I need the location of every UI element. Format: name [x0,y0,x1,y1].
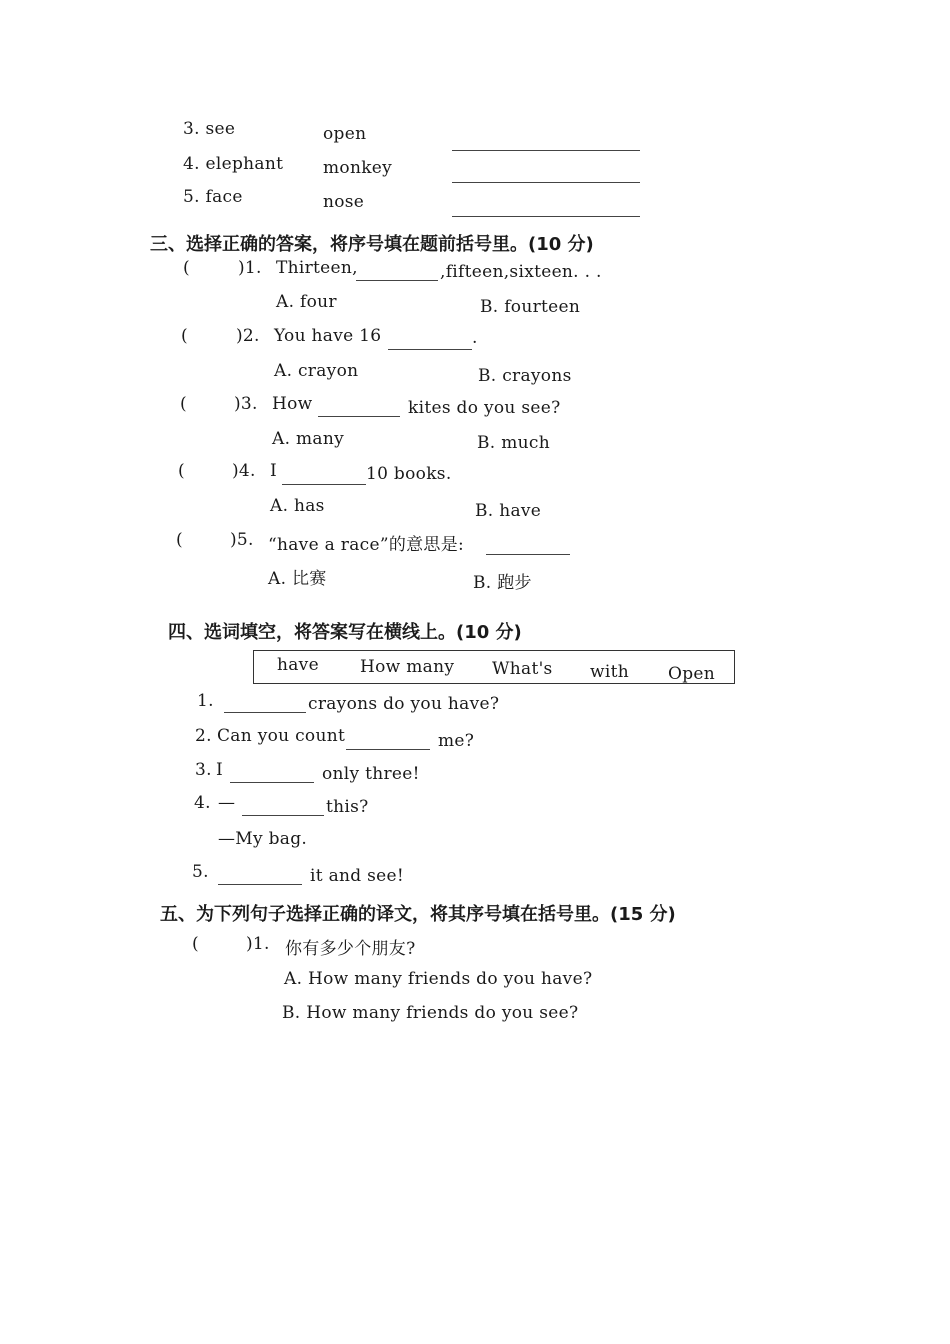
q3-3-option-a: A. many [272,429,344,449]
q4-4-number: 4. [194,793,211,813]
answer-line [452,182,640,183]
q4-1-number: 1. [197,691,214,711]
answer-line [452,216,640,217]
answer-line [452,150,640,151]
paren-open: ( [192,934,199,954]
q3-5-text-before: “have a race”的意思是: [268,535,465,555]
q5-1-number: )1. [246,934,270,954]
q3-3-text-after: kites do you see? [408,398,561,418]
word-bank-whats: What's [492,659,553,679]
q4-4-text-before: — [218,793,236,813]
section3-heading: 三、选择正确的答案，将序号填在题前括号里。(10 分) [150,234,594,255]
q3-2-text-after: . [472,328,478,348]
section5-heading: 五、为下列句子选择正确的译文，将其序号填在括号里。(15 分) [160,904,676,925]
word-bank-with: with [590,662,629,682]
q3-1-text-after: ,fifteen,sixteen. . . [440,262,602,282]
word-bank-how-many: How many [360,657,455,677]
q3-4-text-after: 10 books. [366,464,452,484]
q4-3-text-after: only three! [322,764,420,784]
q3-3-option-b: B. much [477,433,550,453]
q3-1-number: )1. [238,258,262,278]
q4-4-reply: —My bag. [218,829,308,849]
word-bank-have: have [277,655,319,675]
section4-heading: 四、选词填空，将答案写在横线上。(10 分) [168,622,522,643]
q4-5-blank[interactable] [218,870,302,885]
q4-2-text-before: Can you count [217,726,346,746]
q3-4-number: )4. [232,461,256,481]
match-right-3: open [323,124,367,144]
q3-4-blank[interactable] [282,470,366,485]
q3-1-option-b: B. fourteen [480,297,581,317]
q3-2-option-b: B. crayons [478,366,572,386]
q3-3-number: )3. [234,394,258,414]
q3-1-text-before: Thirteen, [276,258,358,278]
q4-2-number: 2. [195,726,212,746]
paren-open: ( [176,530,183,550]
paren-open: ( [180,394,187,414]
q4-4-text-after: this? [326,797,369,817]
match-right-4: monkey [323,158,393,178]
q3-1-option-a: A. four [276,292,337,312]
q3-2-text-before: You have 16 [274,326,382,346]
paren-open: ( [178,461,185,481]
q5-1-text: 你有多少个朋友? [285,939,416,959]
q3-2-blank[interactable] [388,335,472,350]
q3-4-text-before: I [270,461,278,481]
word-bank-open: Open [668,664,716,684]
q3-3-text-before: How [272,394,313,414]
match-left-4: 4. elephant [183,154,284,174]
q4-3-number: 3. [195,760,212,780]
q3-5-option-a: A. 比赛 [268,569,327,589]
match-left-5: 5. face [183,187,243,207]
q4-5-number: 5. [192,862,209,882]
q3-2-option-a: A. crayon [274,361,359,381]
q4-1-blank[interactable] [224,698,306,713]
q3-4-option-b: B. have [475,501,542,521]
match-right-5: nose [323,192,365,212]
q3-5-blank[interactable] [486,540,570,555]
q3-5-option-b: B. 跑步 [473,573,532,593]
q3-4-option-a: A. has [270,496,325,516]
q3-2-number: )2. [236,326,260,346]
q4-2-blank[interactable] [346,735,430,750]
q4-3-text-before: I [216,760,224,780]
q3-1-blank[interactable] [356,266,438,281]
q4-3-blank[interactable] [230,768,314,783]
q3-3-blank[interactable] [318,402,400,417]
q5-1-option-b: B. How many friends do you see? [282,1003,579,1023]
q4-1-text-after: crayons do you have? [308,694,500,714]
q3-5-number: )5. [230,530,254,550]
paren-open: ( [183,258,190,278]
q4-5-text-after: it and see! [310,866,405,886]
match-left-3: 3. see [183,119,236,139]
q4-2-text-after: me? [438,731,475,751]
q4-4-blank[interactable] [242,801,324,816]
paren-open: ( [181,326,188,346]
q5-1-option-a: A. How many friends do you have? [284,969,593,989]
